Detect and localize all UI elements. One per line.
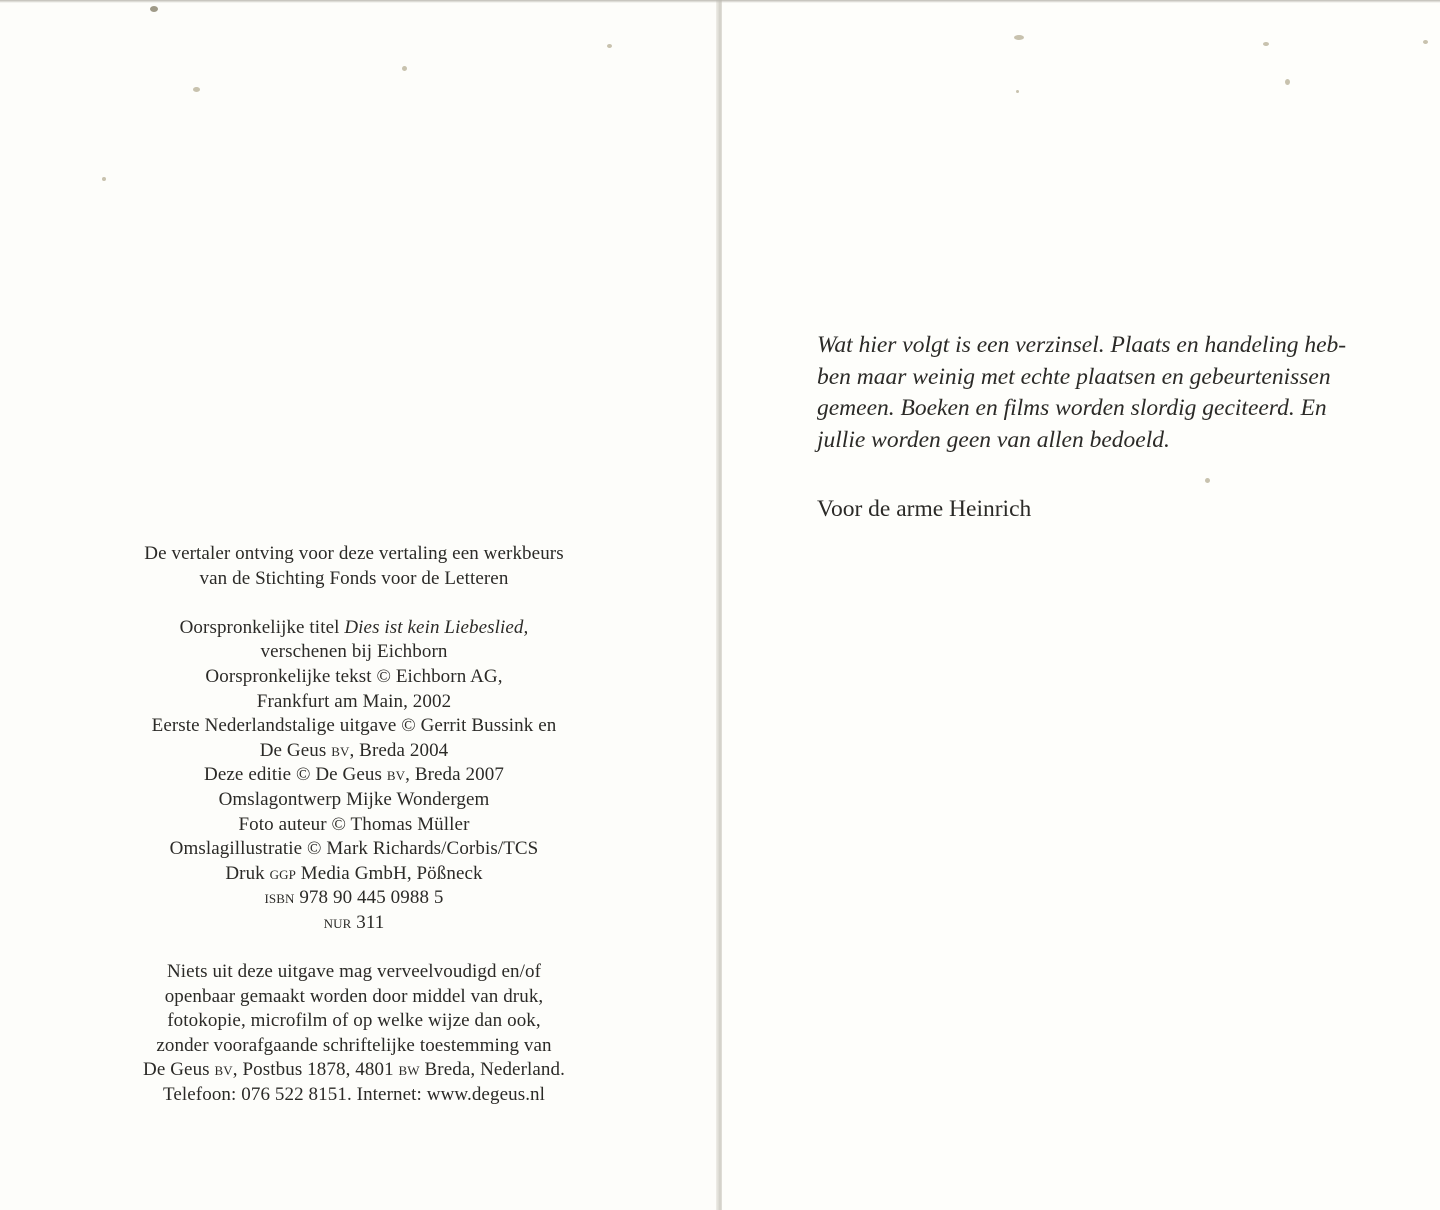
credit-line: De Geus bv, Breda 2004 [259, 739, 449, 761]
paper-speck [102, 177, 106, 181]
paper-speck [1263, 42, 1269, 46]
rights-line: zonder voorafgaande schriftelijke toestemming van [156, 1034, 552, 1056]
credit-line: Foto auteur © Thomas Müller [238, 813, 470, 835]
original-title-line [84, 616, 624, 641]
credits [84, 616, 624, 936]
small-caps-abbrev: nur [323, 911, 352, 933]
small-caps-abbrev: ggp [269, 862, 296, 884]
paper-speck [607, 44, 612, 48]
paper-speck [1014, 35, 1024, 40]
epigraph-line: gemeen. Boeken en films worden slordig geciteerd. En [817, 395, 1327, 421]
credit-line: Druk ggp Media GmbH, Pößneck [225, 862, 483, 884]
epigraph-line: Wat hier volgt is een verzinsel. Plaats en handeling heb- [817, 332, 1347, 358]
funding-line: van de Stichting Fonds voor de Letteren [199, 567, 509, 589]
credit-line: Omslagillustratie © Mark Richards/Corbis/TCS [169, 838, 539, 860]
epigraph [817, 330, 1385, 456]
original-title: Dies ist kein Liebeslied, [344, 616, 529, 638]
left-page [0, 0, 718, 1210]
funding-note [84, 542, 624, 591]
rights-line: Telefoon: 076 522 8151. Internet: www.degeus.nl [162, 1084, 546, 1106]
isbn-line: isbn 978 90 445 0988 5 [264, 887, 444, 909]
rights-line: De Geus bv, Postbus 1878, 4801 bw Breda, Nederland. [143, 1059, 565, 1081]
credit-line: Eerste Nederlandstalige uitgave © Gerrit Bussink en [151, 715, 557, 737]
rights-notice [84, 960, 624, 1108]
small-caps-abbrev: isbn [264, 887, 295, 909]
original-title-prefix: Oorspronkelijke titel [179, 616, 345, 638]
paper-speck [1285, 79, 1290, 85]
paper-speck [402, 66, 407, 71]
credit-line: Oorspronkelijke tekst © Eichborn AG, [205, 665, 503, 687]
credit-line: Deze editie © De Geus bv, Breda 2007 [204, 764, 504, 786]
rights-line: Niets uit deze uitgave mag verveelvoudigd en/of [166, 961, 542, 983]
paper-speck [1423, 40, 1428, 44]
colophon [84, 542, 624, 1108]
rights-line: fotokopie, microfilm of op welke wijze dan ook, [167, 1010, 541, 1032]
epigraph-line: jullie worden geen van allen bedoeld. [817, 426, 1170, 453]
right-page [722, 0, 1440, 1210]
funding-line: De vertaler ontving voor deze vertaling een werkbeurs [144, 543, 564, 564]
small-caps-abbrev: bw [398, 1059, 420, 1081]
small-caps-abbrev: bv [331, 739, 350, 761]
paper-speck [193, 87, 200, 92]
dedication: Voor de arme Heinrich [817, 496, 1032, 522]
paper-speck [1205, 478, 1210, 483]
credit-line: Frankfurt am Main, 2002 [256, 690, 452, 712]
credit-line: Omslagontwerp Mijke Wondergem [218, 788, 490, 810]
small-caps-abbrev: bv [214, 1059, 233, 1081]
nur-line: nur 311 [323, 911, 385, 933]
page-top-edge [0, 0, 1440, 3]
paper-speck [1016, 90, 1019, 93]
paper-speck [150, 6, 158, 12]
epigraph-line: ben maar weinig met echte plaatsen en gebeurtenissen [817, 363, 1331, 390]
small-caps-abbrev: bv [386, 764, 406, 786]
credit-line: verschenen bij Eichborn [260, 641, 448, 663]
rights-line: openbaar gemaakt worden door middel van druk, [164, 985, 544, 1007]
